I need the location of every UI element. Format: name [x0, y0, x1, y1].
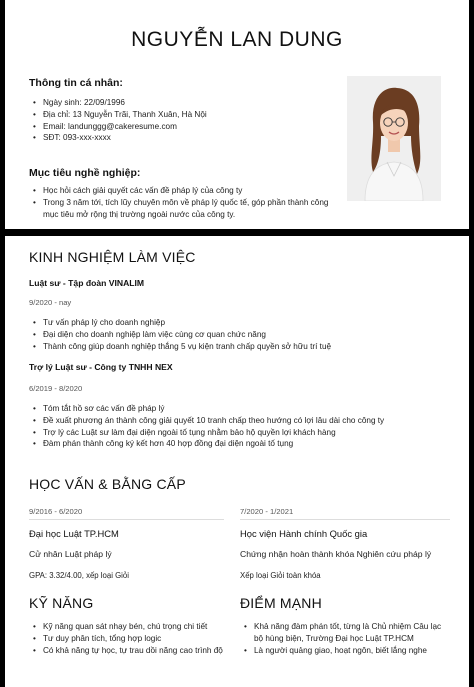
- divider: [29, 519, 224, 520]
- job-duty: • Đại diện cho doanh nghiệp làm việc cùng cơ quan chức năng: [31, 329, 451, 341]
- body-section: [5, 236, 469, 687]
- education-note: GPA: 3.32/4.00, xếp loại Giỏi: [29, 571, 129, 580]
- job-duties-list: [31, 317, 451, 352]
- job-duty: • Tóm tắt hồ sơ các vấn đề pháp lý: [31, 403, 461, 415]
- objective-list: [31, 185, 346, 220]
- degree: Cử nhân Luật pháp lý: [29, 549, 112, 559]
- experience-heading: KINH NGHIỆM LÀM VIỆC: [29, 249, 196, 265]
- candidate-name: NGUYỄN LAN DUNG: [131, 28, 343, 51]
- personal-info-list: [31, 97, 331, 144]
- job-duty: • Đề xuất phương án thành công giải quyết 10 tranh chấp theo hướng có lợi lâu dài cho công ty: [31, 415, 461, 427]
- skills-list: [31, 621, 236, 656]
- objective-heading: Mục tiêu nghề nghiệp:: [29, 167, 141, 179]
- address: • Địa chỉ: 13 Nguyễn Trãi, Thanh Xuân, Hà Nội: [31, 109, 331, 121]
- skills-heading: KỸ NĂNG: [29, 595, 94, 611]
- job-duty: • Đàm phán thành công ký kết hơn 40 hợp đồng đại diện ngoài tố tụng: [31, 438, 461, 450]
- job-duty: • Tư vấn pháp lý cho doanh nghiệp: [31, 317, 451, 329]
- objective-item: • Học hỏi cách giải quyết các vấn đề pháp lý của công ty: [31, 185, 346, 197]
- job-duty: • Thành công giúp doanh nghiệp thắng 5 vụ kiện tranh chấp quyền sở hữu trí tuệ: [31, 341, 451, 353]
- job-title: Trợ lý Luật sư - Công ty TNHH NEX: [29, 362, 173, 372]
- skill-item: • Có khả năng tự học, tự trau dồi năng cao trình độ: [31, 645, 236, 657]
- school-name: Học viện Hành chính Quốc gia: [240, 528, 368, 539]
- phone: • SĐT: 093-xxx-xxxx: [31, 132, 331, 144]
- strengths-heading: ĐIỂM MẠNH: [240, 595, 322, 611]
- skill-item: • Tư duy phân tích, tổng hợp logic: [31, 633, 236, 645]
- education-heading: HỌC VẤN & BẰNG CẤP: [29, 476, 186, 492]
- objective-item: • Trong 3 năm tới, tích lũy chuyên môn về pháp lý quốc tế, góp phần thành công mục tiêu mở rộng thị trường ngoài nước của công ty.: [31, 197, 346, 221]
- strength-item: • Khả năng đàm phán tốt, từng là Chủ nhiệm Câu lạc bộ hùng biện, Trường Đại học Luật TP.HCM: [242, 621, 450, 645]
- job-duty: • Trợ lý các Luật sư làm đại diện ngoài tố tụng nhằm bảo hộ quyền lợi khách hàng: [31, 427, 461, 439]
- email: • Email: landunggg@cakeresume.com: [31, 121, 331, 133]
- education-note: Xếp loại Giỏi toàn khóa: [240, 571, 321, 580]
- job-date: 6/2019 - 8/2020: [29, 384, 83, 393]
- degree: Chứng nhận hoàn thành khóa Nghiên cứu pháp lý: [240, 549, 432, 559]
- education-date: 7/2020 - 1/2021: [240, 507, 294, 516]
- strengths-list: [242, 621, 450, 656]
- birthdate: • Ngày sinh: 22/09/1996: [31, 97, 331, 109]
- job-title: Luật sư - Tập đoàn VINALIM: [29, 278, 145, 288]
- header-section: [5, 0, 469, 229]
- divider: [240, 519, 450, 520]
- strength-item: • Là người quảng giao, hoạt ngôn, biết lắng nghe: [242, 645, 450, 657]
- education-date: 9/2016 - 6/2020: [29, 507, 83, 516]
- skill-item: • Kỹ năng quan sát nhạy bén, chú trọng chi tiết: [31, 621, 236, 633]
- job-date: 9/2020 - nay: [29, 298, 72, 307]
- profile-photo: [347, 76, 441, 201]
- job-duties-list: [31, 403, 461, 450]
- personal-info-heading: Thông tin cá nhân:: [29, 77, 123, 89]
- school-name: Đại học Luật TP.HCM: [29, 528, 119, 539]
